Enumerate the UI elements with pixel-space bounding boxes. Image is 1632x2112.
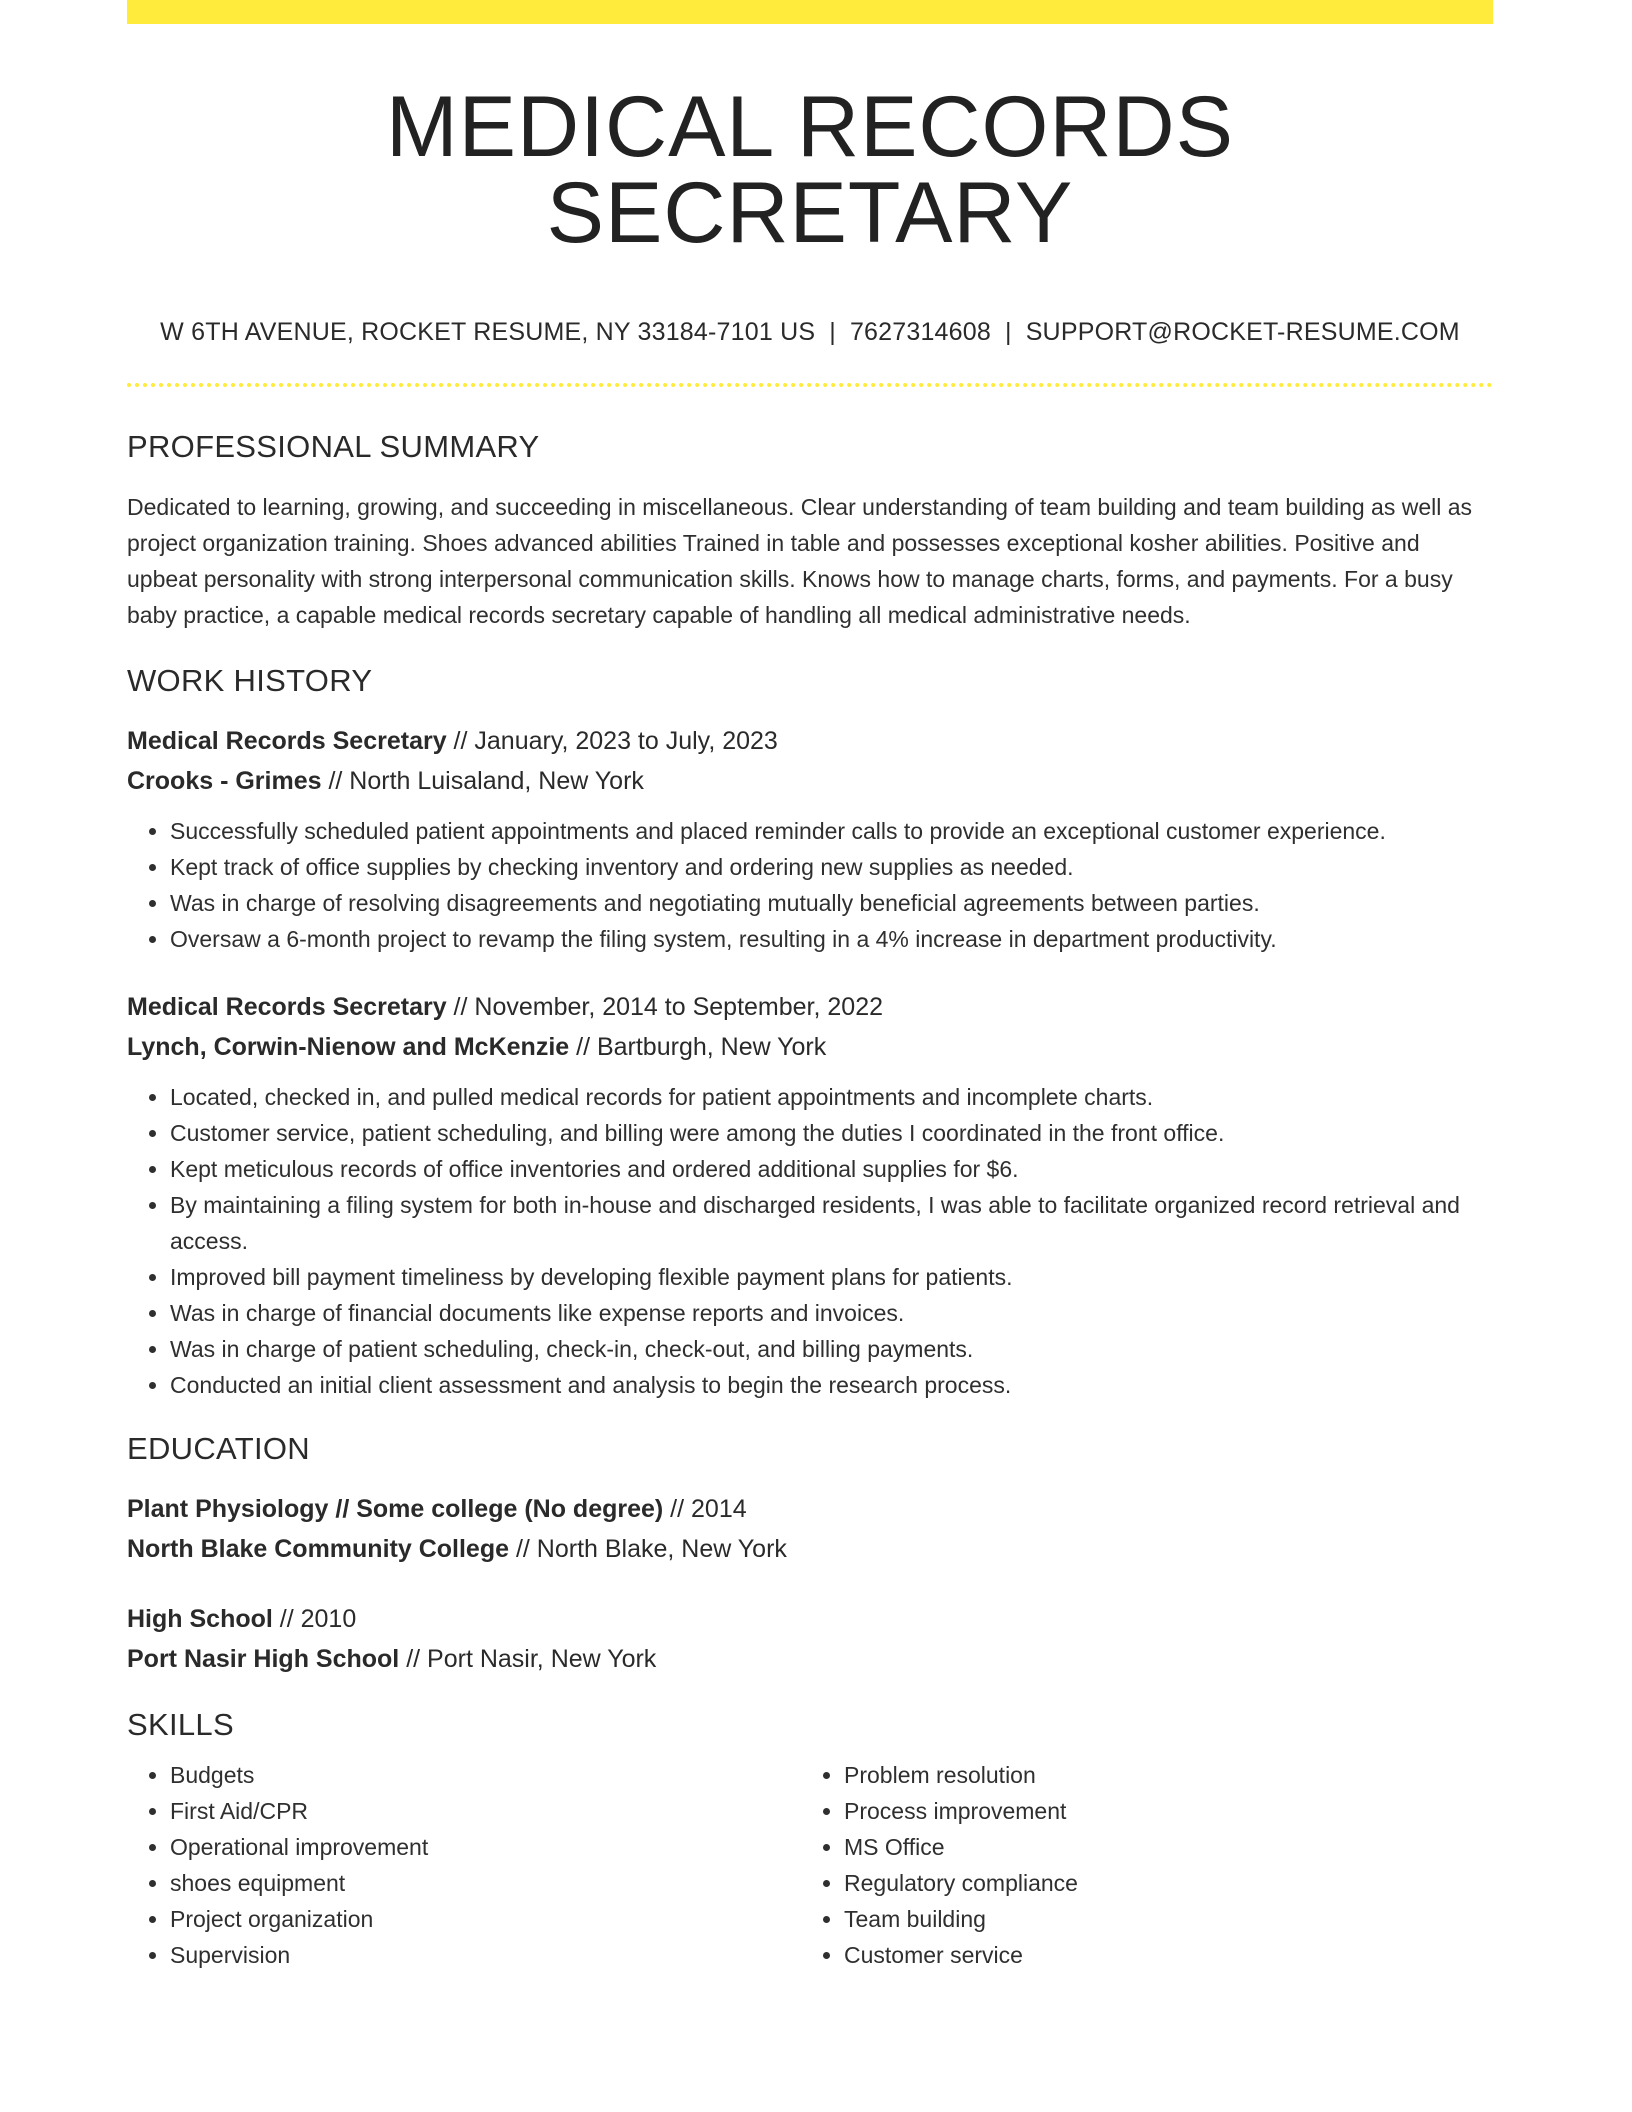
education-year: // 2014 bbox=[663, 1495, 747, 1523]
list-item: • Successfully scheduled patient appointments and placed reminder calls to provide an exceptional customer experience. bbox=[170, 813, 1493, 849]
job-location: // Bartburgh, New York bbox=[569, 1033, 827, 1061]
job-bullets bbox=[127, 1079, 1493, 1403]
skill-item: • Regulatory compliance bbox=[844, 1865, 1475, 1901]
education-degree-line bbox=[127, 1489, 1493, 1529]
contact-email: SUPPORT@ROCKET-RESUME.COM bbox=[1025, 318, 1460, 346]
list-item: • Conducted an initial client assessment and analysis to begin the research process. bbox=[170, 1367, 1493, 1403]
skill-item: • Problem resolution bbox=[844, 1757, 1475, 1793]
job-dates: // November, 2014 to September, 2022 bbox=[446, 993, 883, 1021]
education-location: // Port Nasir, New York bbox=[399, 1645, 657, 1673]
skill-item: • Project organization bbox=[170, 1901, 801, 1937]
education-degree: High School bbox=[127, 1605, 273, 1633]
contact-separator: | bbox=[1004, 318, 1012, 346]
skill-item: • shoes equipment bbox=[170, 1865, 801, 1901]
education-school: North Blake Community College bbox=[127, 1535, 509, 1563]
skill-item: • Customer service bbox=[844, 1937, 1475, 1973]
education-school-line bbox=[127, 1639, 1493, 1679]
education-location: // North Blake, New York bbox=[509, 1535, 787, 1563]
education-degree-line bbox=[127, 1599, 1493, 1639]
skills-columns bbox=[127, 1757, 1493, 1973]
list-item: • Located, checked in, and pulled medical records for patient appointments and incomplete charts. bbox=[170, 1079, 1493, 1115]
job-location: // North Luisaland, New York bbox=[321, 767, 644, 795]
list-item: • Was in charge of patient scheduling, check-in, check-out, and billing payments. bbox=[170, 1331, 1493, 1367]
job-dates: // January, 2023 to July, 2023 bbox=[446, 727, 778, 755]
skills-list-right bbox=[801, 1757, 1475, 1973]
resume-title: MEDICAL RECORDS SECRETARY bbox=[385, 79, 1235, 261]
education-entry bbox=[127, 1599, 1493, 1679]
skill-item: • Team building bbox=[844, 1901, 1475, 1937]
dotted-divider bbox=[127, 383, 1493, 387]
list-item: • Improved bill payment timeliness by developing flexible payment plans for patients. bbox=[170, 1259, 1493, 1295]
job-role: Medical Records Secretary bbox=[127, 727, 447, 755]
summary-text: Dedicated to learning, growing, and succeeding in miscellaneous. Clear understanding of team building and team building as well as project organization training. Shoes advanced abilities Trained in table and possesses exceptional kosher abilities. Positive and upbeat personality with strong interpersonal communication skills. Knows how to manage charts, forms, and payments. For a busy baby practice, a capable medical records secretary capable of handling all medical administrative needs. bbox=[127, 494, 1473, 628]
contact-separator: | bbox=[829, 318, 836, 346]
contact-line bbox=[127, 318, 1493, 347]
list-item: • Kept meticulous records of office inventories and ordered additional supplies for $6. bbox=[170, 1151, 1493, 1187]
list-item: • Was in charge of resolving disagreements and negotiating mutually beneficial agreements between parties. bbox=[170, 885, 1493, 921]
contact-address: W 6TH AVENUE, ROCKET RESUME, NY 33184-7101 US bbox=[160, 318, 816, 346]
job-role: Medical Records Secretary bbox=[127, 993, 447, 1021]
list-item: • Was in charge of financial documents like expense reports and invoices. bbox=[170, 1295, 1493, 1331]
education-school: Port Nasir High School bbox=[127, 1645, 400, 1673]
skill-item: • Operational improvement bbox=[170, 1829, 801, 1865]
job-company-line bbox=[127, 1027, 1493, 1067]
job-title-line bbox=[127, 721, 1493, 761]
job-bullets bbox=[127, 813, 1493, 957]
job-title-line bbox=[127, 987, 1493, 1027]
job-company: Crooks - Grimes bbox=[127, 767, 322, 795]
list-item: • Kept track of office supplies by checking inventory and ordering new supplies as needed. bbox=[170, 849, 1493, 885]
resume-page bbox=[127, 0, 1493, 1973]
skill-item: • Supervision bbox=[170, 1937, 801, 1973]
section-title-skills: SKILLS bbox=[127, 1707, 234, 1742]
skill-item: • Process improvement bbox=[844, 1793, 1475, 1829]
list-item: • By maintaining a filing system for both in-house and discharged residents, I was able to facilitate organized record retrieval and access. bbox=[170, 1187, 1493, 1259]
education-degree: Plant Physiology // Some college (No degree) bbox=[127, 1495, 664, 1523]
education-entry bbox=[127, 1489, 1493, 1569]
skills-list-left bbox=[127, 1757, 801, 1973]
skill-item: • Budgets bbox=[170, 1757, 801, 1793]
list-item: • Customer service, patient scheduling, and billing were among the duties I coordinated in the front office. bbox=[170, 1115, 1493, 1151]
section-title-summary: PROFESSIONAL SUMMARY bbox=[127, 429, 540, 464]
contact-phone: 7627314608 bbox=[849, 318, 991, 346]
job-entry bbox=[127, 987, 1493, 1403]
section-title-work-history: WORK HISTORY bbox=[127, 663, 373, 698]
accent-bar bbox=[127, 0, 1493, 24]
job-company-line bbox=[127, 761, 1493, 801]
section-title-education: EDUCATION bbox=[127, 1431, 310, 1466]
skill-item: • MS Office bbox=[844, 1829, 1475, 1865]
education-year: // 2010 bbox=[272, 1605, 357, 1633]
job-company: Lynch, Corwin-Nienow and McKenzie bbox=[127, 1033, 570, 1061]
job-entry bbox=[127, 721, 1493, 957]
education-school-line bbox=[127, 1529, 1493, 1569]
list-item: • Oversaw a 6-month project to revamp the filing system, resulting in a 4% increase in department productivity. bbox=[170, 921, 1493, 957]
skill-item: • First Aid/CPR bbox=[170, 1793, 801, 1829]
